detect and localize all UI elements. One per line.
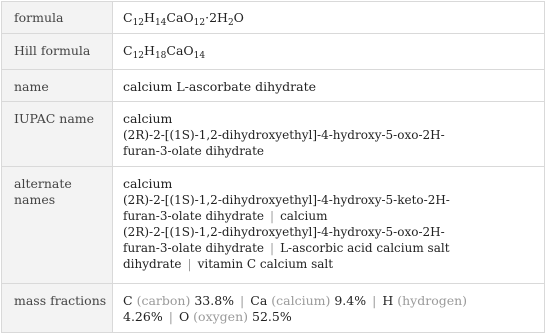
alternate-names-label: alternate names: [2, 167, 113, 284]
formula-value: $C_{12}H_{14}CaO_{12}\cdot 2H_2O$: [113, 2, 545, 34]
formula-row: [2, 2, 545, 34]
alt-line-1: calcium: [123, 176, 173, 191]
mass-fractions-label: mass fractions: [2, 284, 113, 333]
alt-line-5: furan-3-olate dihydrate | L-ascorbic acid calcium salt: [123, 241, 450, 255]
formula-label: formula: [2, 2, 113, 34]
hill-formula-row: [2, 34, 545, 70]
mass-fraction-calcium: Ca (calcium) 9.4%: [250, 293, 367, 308]
separator: |: [240, 293, 245, 308]
alternate-names-row: [2, 167, 545, 284]
iupac-line-2: (2R)-2-[(1S)-1,2-dihydroxyethyl]-4-hydroxy-5-oxo-2H-: [123, 128, 445, 142]
alt-line-2: (2R)-2-[(1S)-1,2-dihydroxyethyl]-4-hydroxy-5-keto-2H-: [123, 193, 450, 207]
separator: |: [270, 241, 275, 255]
alt-line-4: (2R)-2-[(1S)-1,2-dihydroxyethyl]-4-hydroxy-5-oxo-2H-: [123, 225, 445, 239]
properties-table: [1, 1, 545, 333]
mass-fractions-value: [113, 284, 545, 333]
name-value: calcium L-ascorbate dihydrate: [113, 70, 545, 102]
alternate-names-value: [113, 167, 545, 284]
separator: |: [270, 209, 275, 223]
mass-fractions-row: [2, 284, 545, 333]
name-label: name: [2, 70, 113, 102]
hill-formula-label: Hill formula: [2, 34, 113, 70]
alt-line-6: dihydrate | vitamin C calcium salt: [123, 257, 334, 271]
iupac-line-1: calcium: [123, 111, 173, 126]
iupac-name-row: [2, 102, 545, 167]
iupac-name-value: [113, 102, 545, 167]
separator: |: [372, 293, 377, 308]
mass-fraction-oxygen: O (oxygen) 52.5%: [178, 309, 292, 324]
mass-fraction-hydrogen: H (hydrogen): [382, 293, 468, 308]
separator: |: [168, 309, 173, 324]
hill-formula-value: $C_{12}H_{18}CaO_{14}$: [113, 34, 545, 70]
mass-fraction-hydrogen-percent: 4.26%: [123, 309, 163, 324]
mass-fraction-carbon: C (carbon) 33.8%: [123, 293, 235, 308]
name-row: [2, 70, 545, 102]
iupac-name-label: IUPAC name: [2, 102, 113, 167]
separator: |: [187, 257, 192, 271]
iupac-line-3: furan-3-olate dihydrate: [123, 144, 265, 158]
alt-line-3: furan-3-olate dihydrate | calcium: [123, 209, 328, 223]
